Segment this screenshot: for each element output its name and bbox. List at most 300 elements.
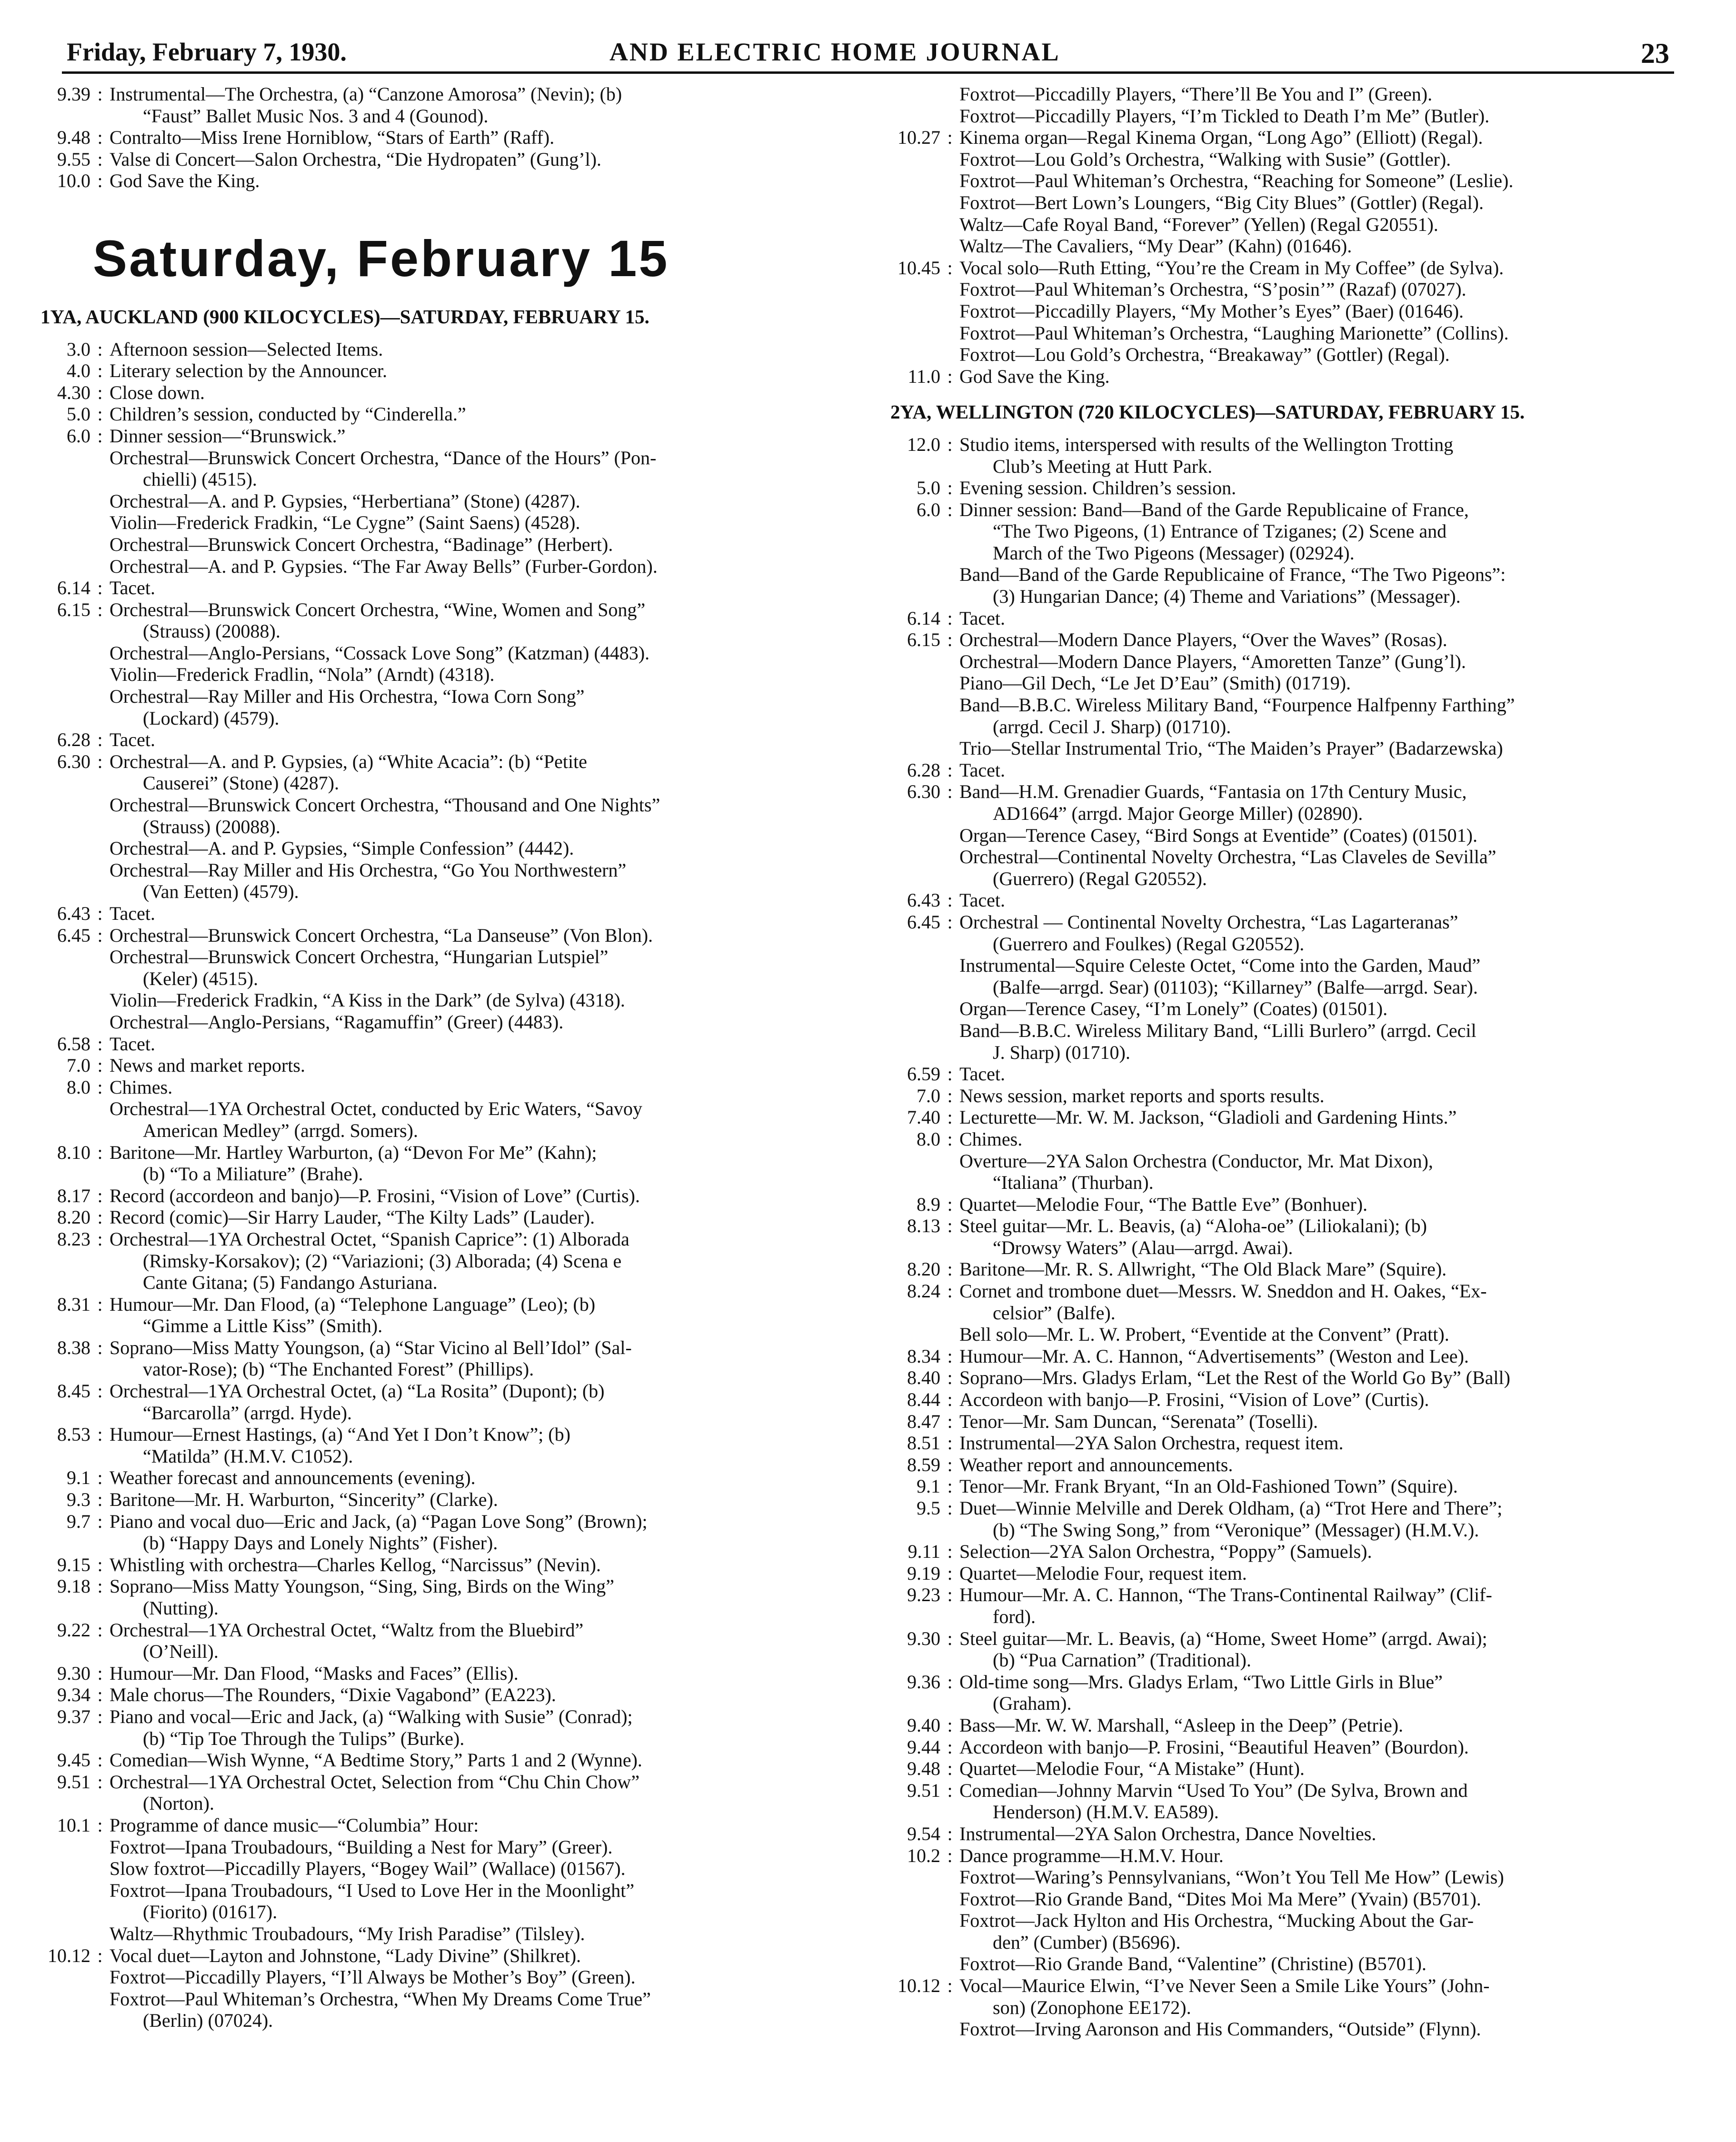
programme-line bbox=[26, 772, 826, 794]
station-header-1ya: 1YA, AUCKLAND (900 KILOCYCLES)—SATURDAY, FEBRUARY 15. bbox=[40, 305, 649, 328]
programme-line bbox=[26, 1988, 826, 2010]
programme-text: chielli) (4515). bbox=[143, 468, 257, 490]
programme-text: Comedian—Wish Wynne, “A Bedtime Story,” Parts 1 and 2 (Wynne). bbox=[110, 1749, 642, 1771]
programme-time bbox=[26, 794, 90, 816]
programme-time: 10.0 bbox=[57, 170, 90, 192]
programme-text: Soprano—Miss Matty Youngson, “Sing, Sing, Birds on the Wing” bbox=[110, 1575, 614, 1597]
programme-text: Organ—Terence Casey, “I’m Lonely” (Coates) (01501). bbox=[959, 998, 1388, 1020]
programme-time bbox=[26, 1445, 90, 1467]
programme-line bbox=[26, 1880, 826, 1902]
programme-line bbox=[26, 105, 826, 127]
programme-text: “Gimme a Little Kiss” (Smith). bbox=[143, 1315, 383, 1337]
programme-text: Piano—Gil Dech, “Le Jet D’Eau” (Smith) (01719). bbox=[959, 672, 1351, 694]
programme-time bbox=[26, 1532, 90, 1554]
programme-text: Dinner session—“Brunswick.” bbox=[110, 425, 346, 447]
programme-line: 10.12 : Vocal—Maurice Elwin, “I’ve Never Seen a Smile Like Yours” (John- bbox=[876, 1975, 1690, 1997]
programme-text: Humour—Mr. Dan Flood, “Masks and Faces” (Ellis). bbox=[110, 1662, 519, 1684]
day-title: Saturday, February 15 bbox=[93, 229, 669, 287]
programme-text: Orchestral—Anglo-Persians, “Ragamuffin” (Greer) (4483). bbox=[110, 1011, 564, 1033]
programme-line: 9.15 : Whistling with orchestra—Charles Kellog, “Narcissus” (Nevin). bbox=[26, 1554, 826, 1576]
programme-text: Vocal duet—Layton and Johnstone, “Lady Divine” (Shilkret). bbox=[110, 1944, 581, 1966]
programme-time bbox=[876, 1693, 940, 1714]
programme-text: Humour—Ernest Hastings, (a) “And Yet I Don’t Know”; (b) bbox=[110, 1424, 571, 1445]
programme-time bbox=[26, 1966, 90, 1988]
programme-time: 8.45 bbox=[57, 1380, 90, 1402]
programme-text: “Barcarolla” (arrgd. Hyde). bbox=[143, 1402, 352, 1424]
programme-time bbox=[26, 1728, 90, 1750]
programme-text: Orchestral—Brunswick Concert Orchestra, “Dance of the Hours” (Pon- bbox=[110, 447, 657, 468]
programme-text: (Van Eetten) (4579). bbox=[143, 881, 299, 903]
programme-line: 10.1 : Programme of dance music—“Columbia” Hour: bbox=[26, 1814, 826, 1836]
programme-line bbox=[26, 1163, 826, 1185]
station-1ya-programme-continued bbox=[876, 83, 1690, 387]
programme-time bbox=[876, 737, 940, 759]
programme-text: Foxtrot—Piccadilly Players, “I’ll Always be Mother’s Boy” (Green). bbox=[110, 1966, 636, 1988]
programme-time bbox=[876, 933, 940, 955]
programme-text: Orchestral—Ray Miller and His Orchestra, “Go You Northwestern” bbox=[110, 859, 627, 881]
programme-time bbox=[26, 512, 90, 534]
programme-text: J. Sharp) (01710). bbox=[993, 1041, 1130, 1063]
programme-line bbox=[876, 1649, 1690, 1671]
programme-text: Children’s session, conducted by “Cinderella.” bbox=[110, 403, 466, 425]
programme-line: 8.0 : Chimes. bbox=[26, 1076, 826, 1098]
programme-time bbox=[26, 1011, 90, 1033]
programme-time bbox=[876, 1866, 940, 1888]
programme-text: (Balfe—arrgd. Sear) (01103); “Killarney” (Balfe—arrgd. Sear). bbox=[993, 976, 1478, 998]
programme-time: 9.11 bbox=[908, 1541, 940, 1563]
programme-text: Comedian—Johnny Marvin “Used To You” (De Sylva, Brown and bbox=[959, 1779, 1468, 1801]
programme-time bbox=[26, 468, 90, 490]
programme-line: 8.34 : Humour—Mr. A. C. Hannon, “Advertisements” (Weston and Lee). bbox=[876, 1345, 1690, 1367]
programme-line bbox=[876, 83, 1690, 105]
programme-time bbox=[26, 772, 90, 794]
programme-time: 10.1 bbox=[57, 1814, 90, 1836]
programme-text: Orchestral — Continental Novelty Orchestra, “Las Lagarteranas” bbox=[959, 911, 1458, 933]
programme-line bbox=[26, 1532, 826, 1554]
programme-line: 7.0 : News and market reports. bbox=[26, 1055, 826, 1076]
programme-line: 10.12 : Vocal duet—Layton and Johnstone, “Lady Divine” (Shilkret). bbox=[26, 1945, 826, 1967]
programme-line: 6.14 : Tacet. bbox=[26, 577, 826, 599]
programme-line bbox=[26, 1858, 826, 1880]
programme-text: (Graham). bbox=[993, 1693, 1072, 1714]
header-date: Friday, February 7, 1930. bbox=[67, 38, 347, 66]
programme-text: Programme of dance music—“Columbia” Hour: bbox=[110, 1814, 479, 1836]
programme-time: 10.27 bbox=[898, 127, 940, 149]
programme-line: 9.40 : Bass—Mr. W. W. Marshall, “Asleep in the Deep” (Petrie). bbox=[876, 1714, 1690, 1736]
programme-time bbox=[876, 716, 940, 738]
programme-text: Tacet. bbox=[110, 1033, 156, 1055]
programme-time bbox=[876, 825, 940, 847]
programme-line: 6.15 : Orchestral—Brunswick Concert Orchestra, “Wine, Women and Song” bbox=[26, 599, 826, 621]
programme-line bbox=[876, 170, 1690, 192]
programme-time bbox=[26, 1597, 90, 1619]
programme-time: 7.0 bbox=[917, 1085, 940, 1106]
programme-line: 8.20 : Record (comic)—Sir Harry Lauder, “The Kilty Lads” (Lauder). bbox=[26, 1206, 826, 1228]
programme-time: 9.3 bbox=[67, 1489, 90, 1511]
programme-text: Chimes. bbox=[110, 1076, 173, 1098]
programme-text: (b) “Happy Days and Lonely Nights” (Fisher). bbox=[143, 1532, 498, 1554]
programme-line bbox=[26, 1793, 826, 1814]
programme-line bbox=[26, 1358, 826, 1380]
programme-text: Band—B.B.C. Wireless Military Band, “Lilli Burlero” (arrgd. Cecil bbox=[959, 1019, 1477, 1041]
programme-line: 9.37 : Piano and vocal—Eric and Jack, (a) “Walking with Susie” (Conrad); bbox=[26, 1706, 826, 1728]
programme-time bbox=[26, 447, 90, 469]
programme-line bbox=[876, 933, 1690, 955]
programme-line: 6.0 : Dinner session: Band—Band of the Garde Republicaine of France, bbox=[876, 499, 1690, 521]
programme-time bbox=[876, 564, 940, 586]
programme-time: 9.1 bbox=[67, 1467, 90, 1489]
programme-line: 6.0 : Dinner session—“Brunswick.” bbox=[26, 425, 826, 447]
programme-text: Quartet—Melodie Four, “A Mistake” (Hunt). bbox=[959, 1758, 1305, 1780]
programme-line: 4.0 : Literary selection by the Announcer. bbox=[26, 360, 826, 382]
programme-text: Foxtrot—Ipana Troubadours, “I Used to Love Her in the Moonlight” bbox=[110, 1879, 635, 1901]
programme-time: 5.0 bbox=[67, 403, 90, 425]
programme-line bbox=[876, 1324, 1690, 1345]
programme-line bbox=[876, 192, 1690, 214]
programme-text: Tacet. bbox=[110, 729, 156, 751]
programme-time: 9.30 bbox=[907, 1627, 940, 1649]
programme-text: Orchestral—1YA Orchestral Octet, “Spanish Caprice”: (1) Alborada bbox=[110, 1228, 629, 1250]
programme-text: Tacet. bbox=[959, 1063, 1006, 1085]
programme-text: Waltz—Rhythmic Troubadours, “My Irish Paradise” (Tilsley). bbox=[110, 1923, 585, 1944]
programme-text: Orchestral—1YA Orchestral Octet, Selection from “Chu Chin Chow” bbox=[110, 1771, 640, 1793]
programme-time: 9.22 bbox=[57, 1619, 90, 1641]
station-1ya-programme bbox=[26, 339, 826, 2032]
programme-text: Tacet. bbox=[959, 607, 1006, 629]
programme-text: Duet—Winnie Melville and Derek Oldham, (a) “Trot Here and There”; bbox=[959, 1497, 1503, 1519]
programme-line bbox=[26, 1597, 826, 1619]
programme-text: Piano and vocal—Eric and Jack, (a) “Walking with Susie” (Conrad); bbox=[110, 1705, 633, 1727]
programme-text: vator-Rose); (b) “The Enchanted Forest” (Phillips). bbox=[143, 1358, 534, 1380]
programme-line: 8.45 : Orchestral—1YA Orchestral Octet, (a) “La Rosita” (Dupont); (b) bbox=[26, 1380, 826, 1402]
programme-text: Accordeon with banjo—P. Frosini, “Beautiful Heaven” (Bourdon). bbox=[959, 1736, 1469, 1758]
programme-line bbox=[876, 998, 1690, 1020]
programme-line bbox=[876, 694, 1690, 716]
programme-line bbox=[26, 1445, 826, 1467]
programme-line: 6.43 : Tacet. bbox=[876, 889, 1690, 911]
programme-time bbox=[26, 1098, 90, 1120]
programme-line: 7.0 : News session, market reports and sports results. bbox=[876, 1085, 1690, 1107]
programme-line: 9.45 : Comedian—Wish Wynne, “A Bedtime Story,” Parts 1 and 2 (Wynne). bbox=[26, 1749, 826, 1771]
programme-line: 5.0 : Evening session. Children’s session. bbox=[876, 477, 1690, 499]
programme-line: 8.40 : Soprano—Mrs. Gladys Erlam, “Let the Rest of the World Go By” (Ball) bbox=[876, 1367, 1690, 1389]
programme-time bbox=[876, 1801, 940, 1823]
programme-text: (Guerrero) (Regal G20552). bbox=[993, 867, 1207, 889]
programme-text: Whistling with orchestra—Charles Kellog, “Narcissus” (Nevin). bbox=[110, 1554, 601, 1575]
programme-line bbox=[876, 1693, 1690, 1714]
programme-text: Foxtrot—Paul Whiteman’s Orchestra, “S’posin’” (Razaf) (07027). bbox=[959, 279, 1467, 300]
programme-text: Male chorus—The Rounders, “Dixie Vagabond” (EA223). bbox=[110, 1684, 556, 1706]
programme-text: Band—H.M. Grenadier Guards, “Fantasia on 17th Century Music, bbox=[959, 781, 1467, 803]
programme-time: 6.43 bbox=[907, 889, 940, 911]
programme-line: 8.44 : Accordeon with banjo—P. Frosini, “Vision of Love” (Curtis). bbox=[876, 1389, 1690, 1411]
programme-time bbox=[26, 490, 90, 512]
programme-line: 12.0 : Studio items, interspersed with results of the Wellington Trotting bbox=[876, 434, 1690, 456]
programme-time: 8.47 bbox=[907, 1410, 940, 1432]
programme-line bbox=[876, 456, 1690, 478]
programme-time: 8.10 bbox=[57, 1141, 90, 1163]
programme-time bbox=[876, 1519, 940, 1541]
programme-line bbox=[876, 1910, 1690, 1932]
programme-line: 6.30 : Orchestral—A. and P. Gypsies, (a) “White Acacia”: (b) “Petite bbox=[26, 751, 826, 773]
programme-text: Club’s Meeting at Hutt Park. bbox=[993, 455, 1213, 477]
programme-text: News and market reports. bbox=[110, 1055, 305, 1076]
programme-line: 9.34 : Male chorus—The Rounders, “Dixie Vagabond” (EA223). bbox=[26, 1684, 826, 1706]
programme-time bbox=[26, 105, 90, 127]
programme-line bbox=[26, 794, 826, 816]
programme-time: 6.15 bbox=[907, 629, 940, 651]
programme-line bbox=[26, 837, 826, 859]
programme-line bbox=[876, 279, 1690, 300]
programme-time bbox=[26, 1880, 90, 1902]
programme-line bbox=[26, 686, 826, 707]
programme-time bbox=[876, 149, 940, 170]
programme-time bbox=[26, 1923, 90, 1945]
programme-line bbox=[876, 1237, 1690, 1259]
programme-time bbox=[876, 300, 940, 322]
programme-time bbox=[26, 816, 90, 838]
programme-line: 9.55 : Valse di Concert—Salon Orchestra, “Die Hydropaten” (Gung’l). bbox=[26, 149, 826, 170]
programme-text: Steel guitar—Mr. L. Beavis, (a) “Aloha-oe” (Liliokalani); (b) bbox=[959, 1215, 1427, 1237]
programme-time bbox=[26, 556, 90, 578]
programme-time bbox=[876, 1953, 940, 1975]
programme-line: 9.7 : Piano and vocal duo—Eric and Jack, (a) “Pagan Love Song” (Brown); bbox=[26, 1511, 826, 1533]
programme-text: (Berlin) (07024). bbox=[143, 2010, 273, 2032]
programme-text: Foxtrot—Piccadilly Players, “My Mother’s Eyes” (Baer) (01646). bbox=[959, 300, 1464, 322]
programme-time bbox=[26, 1402, 90, 1424]
programme-time: 9.30 bbox=[57, 1662, 90, 1684]
programme-line: 8.17 : Record (accordeon and banjo)—P. Frosini, “Vision of Love” (Curtis). bbox=[26, 1185, 826, 1207]
programme-text: Orchestral—A. and P. Gypsies, “Herbertiana” (Stone) (4287). bbox=[110, 490, 580, 512]
programme-time: 7.0 bbox=[67, 1055, 90, 1076]
programme-time: 9.45 bbox=[57, 1749, 90, 1771]
programme-time bbox=[26, 1901, 90, 1923]
programme-line bbox=[876, 520, 1690, 542]
programme-time: 10.2 bbox=[907, 1844, 940, 1866]
programme-text: Kinema organ—Regal Kinema Organ, “Long Ago” (Elliott) (Regal). bbox=[959, 127, 1483, 149]
programme-time: 4.30 bbox=[57, 381, 90, 403]
programme-line: 10.0 : God Save the King. bbox=[26, 170, 826, 192]
programme-time: 8.59 bbox=[907, 1454, 940, 1475]
programme-line: 8.53 : Humour—Ernest Hastings, (a) “And Yet I Don’t Know”; (b) bbox=[26, 1424, 826, 1445]
programme-text: Foxtrot—Paul Whiteman’s Orchestra, “Reaching for Someone” (Leslie). bbox=[959, 170, 1514, 192]
programme-time bbox=[876, 1302, 940, 1324]
programme-time: 9.36 bbox=[907, 1671, 940, 1693]
programme-line bbox=[876, 1150, 1690, 1172]
programme-line bbox=[26, 620, 826, 642]
programme-line: 9.3 : Baritone—Mr. H. Warburton, “Sincerity” (Clarke). bbox=[26, 1489, 826, 1511]
programme-time bbox=[876, 1020, 940, 1042]
programme-line: 6.43 : Tacet. bbox=[26, 903, 826, 925]
programme-line: 6.58 : Tacet. bbox=[26, 1033, 826, 1055]
programme-line bbox=[876, 716, 1690, 738]
programme-text: Bell solo—Mr. L. W. Probert, “Eventide at the Convent” (Pratt). bbox=[959, 1324, 1449, 1345]
programme-line bbox=[26, 468, 826, 490]
programme-text: Dinner session: Band—Band of the Garde Republicaine of France, bbox=[959, 498, 1469, 520]
programme-text: Cornet and trombone duet—Messrs. W. Sneddon and H. Oakes, “Ex- bbox=[959, 1280, 1487, 1302]
programme-text: Tenor—Mr. Sam Duncan, “Serenata” (Toselli). bbox=[959, 1410, 1318, 1432]
programme-text: Foxtrot—Lou Gold’s Orchestra, “Walking with Susie” (Gottler). bbox=[959, 148, 1451, 170]
programme-time: 8.23 bbox=[57, 1228, 90, 1250]
programme-line bbox=[876, 803, 1690, 825]
programme-text: Band—B.B.C. Wireless Military Band, “Fourpence Halfpenny Farthing” bbox=[959, 694, 1515, 716]
programme-line: 6.59 : Tacet. bbox=[876, 1063, 1690, 1085]
programme-text: Trio—Stellar Instrumental Trio, “The Maiden’s Prayer” (Badarzewska) bbox=[959, 737, 1503, 759]
programme-text: “Italiana” (Thurban). bbox=[993, 1172, 1154, 1194]
programme-text: Baritone—Mr. Hartley Warburton, (a) “Devon For Me” (Kahn); bbox=[110, 1141, 597, 1163]
programme-line bbox=[26, 1011, 826, 1033]
programme-time: 6.30 bbox=[57, 750, 90, 772]
programme-text: Foxtrot—Rio Grande Band, “Dites Moi Ma Mere” (Yvain) (B5701). bbox=[959, 1888, 1481, 1910]
programme-text: AD1664” (arrgd. Major George Miller) (02890). bbox=[993, 803, 1363, 824]
programme-text: Afternoon session—Selected Items. bbox=[110, 338, 383, 360]
programme-line: 4.30 : Close down. bbox=[26, 382, 826, 404]
programme-line: 9.30 : Humour—Mr. Dan Flood, “Masks and Faces” (Ellis). bbox=[26, 1663, 826, 1684]
programme-line: 6.45 : Orchestral—Brunswick Concert Orchestra, “La Danseuse” (Von Blon). bbox=[26, 925, 826, 946]
programme-text: (b) “Pua Carnation” (Traditional). bbox=[993, 1649, 1251, 1671]
programme-time: 8.0 bbox=[67, 1076, 90, 1098]
programme-line: 8.31 : Humour—Mr. Dan Flood, (a) “Telephone Language” (Leo); (b) bbox=[26, 1294, 826, 1315]
programme-time: 6.43 bbox=[57, 903, 90, 924]
programme-line: 9.44 : Accordeon with banjo—P. Frosini, “Beautiful Heaven” (Bourdon). bbox=[876, 1736, 1690, 1758]
programme-time bbox=[876, 1150, 940, 1172]
programme-time: 8.51 bbox=[907, 1432, 940, 1454]
programme-text: Record (accordeon and banjo)—P. Frosini, “Vision of Love” (Curtis). bbox=[110, 1185, 640, 1206]
programme-text: Chimes. bbox=[959, 1128, 1023, 1150]
programme-text: (Strauss) (20088). bbox=[143, 816, 280, 837]
programme-time: 8.9 bbox=[917, 1193, 940, 1215]
programme-time: 9.23 bbox=[907, 1584, 940, 1606]
programme-time: 9.40 bbox=[907, 1714, 940, 1736]
programme-text: Orchestral—Brunswick Concert Orchestra, “Hungarian Lutspiel” bbox=[110, 946, 609, 968]
programme-line bbox=[876, 1932, 1690, 1953]
programme-line bbox=[26, 1120, 826, 1142]
programme-time bbox=[876, 520, 940, 542]
programme-time bbox=[876, 1910, 940, 1932]
programme-text: Lecturette—Mr. W. M. Jackson, “Gladioli and Gardening Hints.” bbox=[959, 1106, 1457, 1128]
programme-line: 8.51 : Instrumental—2YA Salon Orchestra, request item. bbox=[876, 1432, 1690, 1454]
programme-line bbox=[876, 214, 1690, 236]
programme-line: 8.13 : Steel guitar—Mr. L. Beavis, (a) “Aloha-oe” (Liliokalani); (b) bbox=[876, 1215, 1690, 1237]
programme-text: son) (Zonophone EE172). bbox=[993, 1996, 1191, 2018]
programme-text: Dance programme—H.M.V. Hour. bbox=[959, 1844, 1224, 1866]
programme-text: (Strauss) (20088). bbox=[143, 620, 280, 642]
programme-text: Overture—2YA Salon Orchestra (Conductor, Mr. Mat Dixon), bbox=[959, 1150, 1433, 1172]
programme-text: Evening session. Children’s session. bbox=[959, 477, 1237, 499]
programme-line: 9.39 : Instrumental—The Orchestra, (a) “Canzone Amorosa” (Nevin); (b) bbox=[26, 83, 826, 105]
programme-time: 8.17 bbox=[57, 1185, 90, 1206]
programme-text: Quartet—Melodie Four, request item. bbox=[959, 1562, 1247, 1584]
station-2ya-programme bbox=[876, 434, 1690, 2040]
programme-line: 6.14 : Tacet. bbox=[876, 608, 1690, 629]
programme-line bbox=[26, 1402, 826, 1424]
programme-line bbox=[26, 1923, 826, 1945]
programme-text: Humour—Mr. Dan Flood, (a) “Telephone Language” (Leo); (b) bbox=[110, 1293, 596, 1315]
programme-text: Weather report and announcements. bbox=[959, 1454, 1233, 1475]
programme-text: Foxtrot—Lou Gold’s Orchestra, “Breakaway” (Gottler) (Regal). bbox=[959, 344, 1450, 366]
programme-text: Baritone—Mr. R. S. Allwright, “The Old Black Mare” (Squire). bbox=[959, 1258, 1447, 1280]
programme-line bbox=[876, 105, 1690, 127]
programme-time bbox=[26, 534, 90, 556]
programme-time bbox=[876, 955, 940, 976]
programme-time: 6.15 bbox=[57, 598, 90, 620]
programme-text: Baritone—Mr. H. Warburton, “Sincerity” (Clarke). bbox=[110, 1489, 498, 1511]
programme-text: “Faust” Ballet Music Nos. 3 and 4 (Gounod). bbox=[143, 105, 489, 127]
header-journal-title: AND ELECTRIC HOME JOURNAL bbox=[609, 38, 1060, 66]
programme-time: 9.51 bbox=[907, 1779, 940, 1801]
programme-time: 8.31 bbox=[57, 1293, 90, 1315]
programme-time: 6.45 bbox=[57, 924, 90, 946]
programme-line bbox=[876, 2018, 1690, 2040]
programme-text: Tacet. bbox=[959, 889, 1006, 911]
programme-text: Piano and vocal duo—Eric and Jack, (a) “Pagan Love Song” (Brown); bbox=[110, 1510, 648, 1532]
programme-time: 6.0 bbox=[917, 498, 940, 520]
programme-time bbox=[26, 1272, 90, 1294]
programme-line bbox=[26, 1901, 826, 1923]
programme-text: Foxtrot—Paul Whiteman’s Orchestra, “When My Dreams Come True” bbox=[110, 1988, 651, 2010]
programme-text: Accordeon with banjo—P. Frosini, “Vision of Love” (Curtis). bbox=[959, 1389, 1429, 1411]
programme-time: 9.15 bbox=[57, 1554, 90, 1575]
programme-text: Soprano—Miss Matty Youngson, (a) “Star Vicino al Bell’Idol” (Sal- bbox=[110, 1336, 632, 1358]
programme-line: 5.0 : Children’s session, conducted by “Cinderella.” bbox=[26, 403, 826, 425]
programme-line bbox=[26, 859, 826, 881]
programme-text: celsior” (Balfe). bbox=[993, 1302, 1116, 1324]
programme-time: 10.45 bbox=[898, 257, 940, 279]
programme-line bbox=[876, 1888, 1690, 1910]
programme-time bbox=[26, 1250, 90, 1272]
programme-line bbox=[876, 1953, 1690, 1975]
programme-line bbox=[876, 1302, 1690, 1324]
programme-time bbox=[26, 881, 90, 903]
programme-line: 9.48 : Contralto—Miss Irene Horniblow, “Stars of Earth” (Raff). bbox=[26, 127, 826, 149]
programme-text: Orchestral—1YA Orchestral Octet, conducted by Eric Waters, “Savoy bbox=[110, 1098, 643, 1120]
station-header-2ya: 2YA, WELLINGTON (720 KILOCYCLES)—SATURDAY, FEBRUARY 15. bbox=[890, 401, 1525, 423]
programme-line bbox=[876, 344, 1690, 366]
programme-time bbox=[26, 1858, 90, 1880]
programme-time bbox=[876, 2018, 940, 2040]
programme-time: 9.55 bbox=[57, 148, 90, 170]
programme-line bbox=[26, 946, 826, 968]
programme-time: 9.18 bbox=[57, 1575, 90, 1597]
programme-line: 9.22 : Orchestral—1YA Orchestral Octet, “Waltz from the Bluebird” bbox=[26, 1619, 826, 1641]
programme-time bbox=[876, 694, 940, 716]
programme-time bbox=[26, 620, 90, 642]
programme-text: Soprano—Mrs. Gladys Erlam, “Let the Rest of the World Go By” (Ball) bbox=[959, 1367, 1510, 1389]
programme-text: Foxtrot—Paul Whiteman’s Orchestra, “Laughing Marionette” (Collins). bbox=[959, 322, 1509, 344]
programme-line: 8.23 : Orchestral—1YA Orchestral Octet, “Spanish Caprice”: (1) Alborada bbox=[26, 1228, 826, 1250]
programme-text: Orchestral—Ray Miller and His Orchestra, “Iowa Corn Song” bbox=[110, 686, 585, 707]
programme-line bbox=[876, 1042, 1690, 1064]
programme-line: 6.30 : Band—H.M. Grenadier Guards, “Fantasia on 17th Century Music, bbox=[876, 781, 1690, 803]
programme-time bbox=[876, 214, 940, 236]
programme-text: Tenor—Mr. Frank Bryant, “In an Old-Fashioned Town” (Squire). bbox=[959, 1475, 1458, 1497]
programme-line: 9.54 : Instrumental—2YA Salon Orchestra, Dance Novelties. bbox=[876, 1823, 1690, 1845]
programme-text: Foxtrot—Waring’s Pennsylvanians, “Won’t You Tell Me How” (Lewis) bbox=[959, 1866, 1504, 1888]
programme-text: den” (Cumber) (B5696). bbox=[993, 1931, 1181, 1953]
programme-time: 9.39 bbox=[57, 83, 90, 105]
programme-text: Instrumental—2YA Salon Orchestra, Dance Novelties. bbox=[959, 1823, 1377, 1844]
programme-text: Violin—Frederick Fradkin, “Le Cygne” (Saint Saens) (4528). bbox=[110, 512, 580, 534]
programme-text: News session, market reports and sports results. bbox=[959, 1085, 1325, 1106]
programme-line bbox=[26, 2010, 826, 2032]
programme-line bbox=[876, 1172, 1690, 1194]
programme-line bbox=[26, 664, 826, 686]
programme-time: 6.59 bbox=[907, 1063, 940, 1085]
programme-time bbox=[876, 1932, 940, 1953]
programme-time: 8.40 bbox=[907, 1367, 940, 1389]
programme-text: Band—Band of the Garde Republicaine of France, “The Two Pigeons”: bbox=[959, 564, 1506, 586]
programme-time bbox=[876, 1606, 940, 1628]
